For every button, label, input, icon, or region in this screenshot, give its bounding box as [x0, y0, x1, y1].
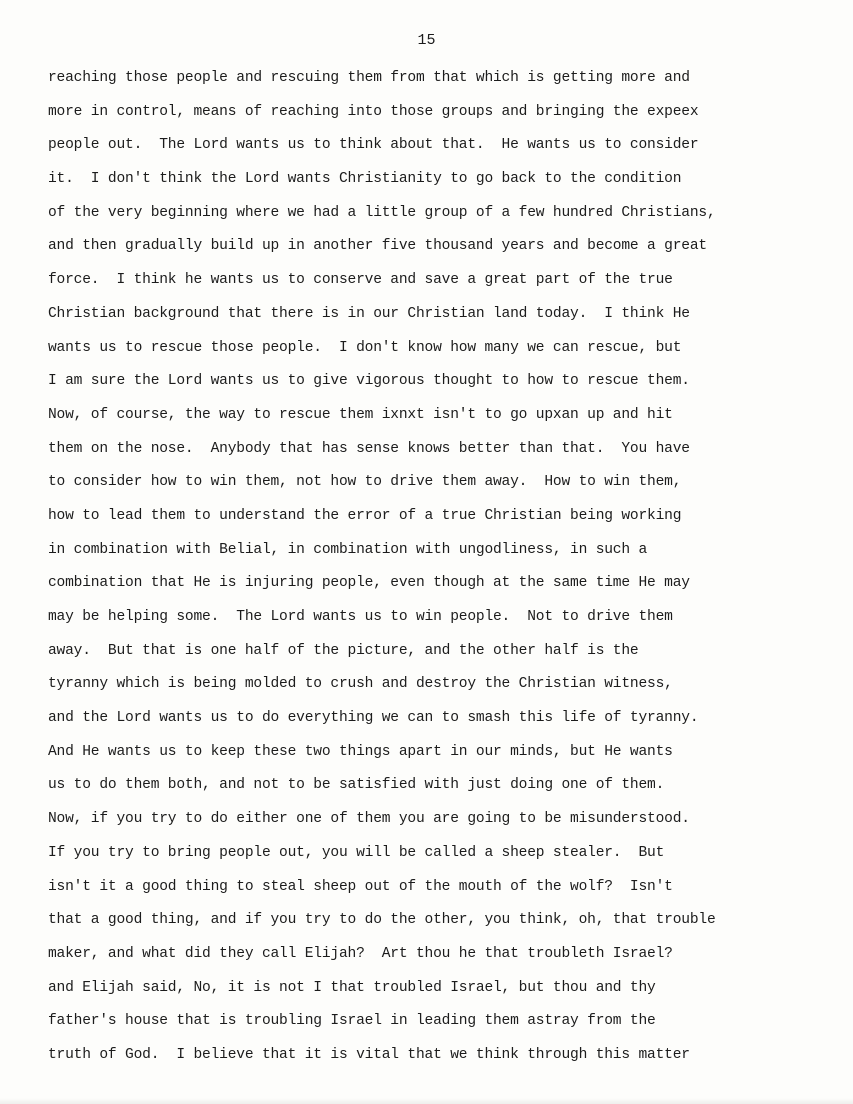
text-line: tyranny which is being molded to crush and destroy the Christian witness, — [48, 676, 673, 693]
text-line: I am sure the Lord wants us to give vigorous thought to how to rescue them. — [48, 373, 690, 390]
text-line: them on the nose. Anybody that has sense knows better than that. You have — [48, 440, 690, 457]
text-line: truth of God. I believe that it is vital that we think through this matter — [48, 1046, 690, 1063]
text-line: and the Lord wants us to do everything we can to smash this life of tyranny. — [48, 710, 699, 727]
text-line: If you try to bring people out, you will be called a sheep stealer. But — [48, 844, 665, 861]
text-line: And He wants us to keep these two things apart in our minds, but He wants — [48, 743, 673, 760]
text-line: maker, and what did they call Elijah? Art thou he that troubleth Israel? — [48, 945, 673, 962]
text-line: father's house that is troubling Israel in leading them astray from the — [48, 1013, 656, 1030]
text-line: more in control, means of reaching into those groups and bringing the expeex — [48, 103, 699, 120]
text-line: Now, if you try to do either one of them you are going to be misunderstood. — [48, 811, 690, 828]
text-line: that a good thing, and if you try to do the other, you think, oh, that trouble — [48, 912, 716, 929]
text-line: Now, of course, the way to rescue them ixnxt isn't to go upxan up and hit — [48, 406, 673, 423]
page-number: 15 — [417, 32, 436, 49]
text-line: may be helping some. The Lord wants us to win people. Not to drive them — [48, 609, 673, 625]
text-line: of the very beginning where we had a little group of a few hundred Christians, — [48, 204, 716, 221]
text-line: and Elijah said, No, it is not I that troubled Israel, but thou and thy — [48, 979, 656, 996]
text-line: force. I think he wants us to conserve and save a great part of the true — [48, 272, 673, 289]
text-line: how to lead them to understand the error of a true Christian being working — [48, 507, 682, 524]
text-line: isn't it a good thing to steal sheep out of the mouth of the wolf? Isn't — [48, 878, 673, 895]
text-line: to consider how to win them, not how to drive them away. How to win them, — [48, 474, 682, 491]
text-line: us to do them both, and not to be satisfied with just doing one of them. — [48, 777, 665, 794]
text-line: Christian background that there is in our Christian land today. I think He — [48, 305, 690, 322]
body-text — [48, 66, 848, 1077]
text-line: people out. The Lord wants us to think about that. He wants us to consider — [48, 137, 699, 154]
text-line: and then gradually build up in another five thousand years and become a great — [48, 238, 707, 255]
text-line: it. I don't think the Lord wants Christianity to go back to the condition — [48, 171, 682, 188]
text-line: wants us to rescue those people. I don't know how many we can rescue, but — [48, 339, 682, 356]
text-line: away. But that is one half of the picture, and the other half is the — [48, 642, 639, 659]
text-line: combination that He is injuring people, even though at the same time He may — [48, 575, 690, 592]
text-line: reaching those people and rescuing them from that which is getting more and — [48, 70, 690, 86]
page-bottom-edge — [0, 1098, 853, 1104]
text-line: in combination with Belial, in combination with ungodliness, in such a — [48, 541, 648, 558]
